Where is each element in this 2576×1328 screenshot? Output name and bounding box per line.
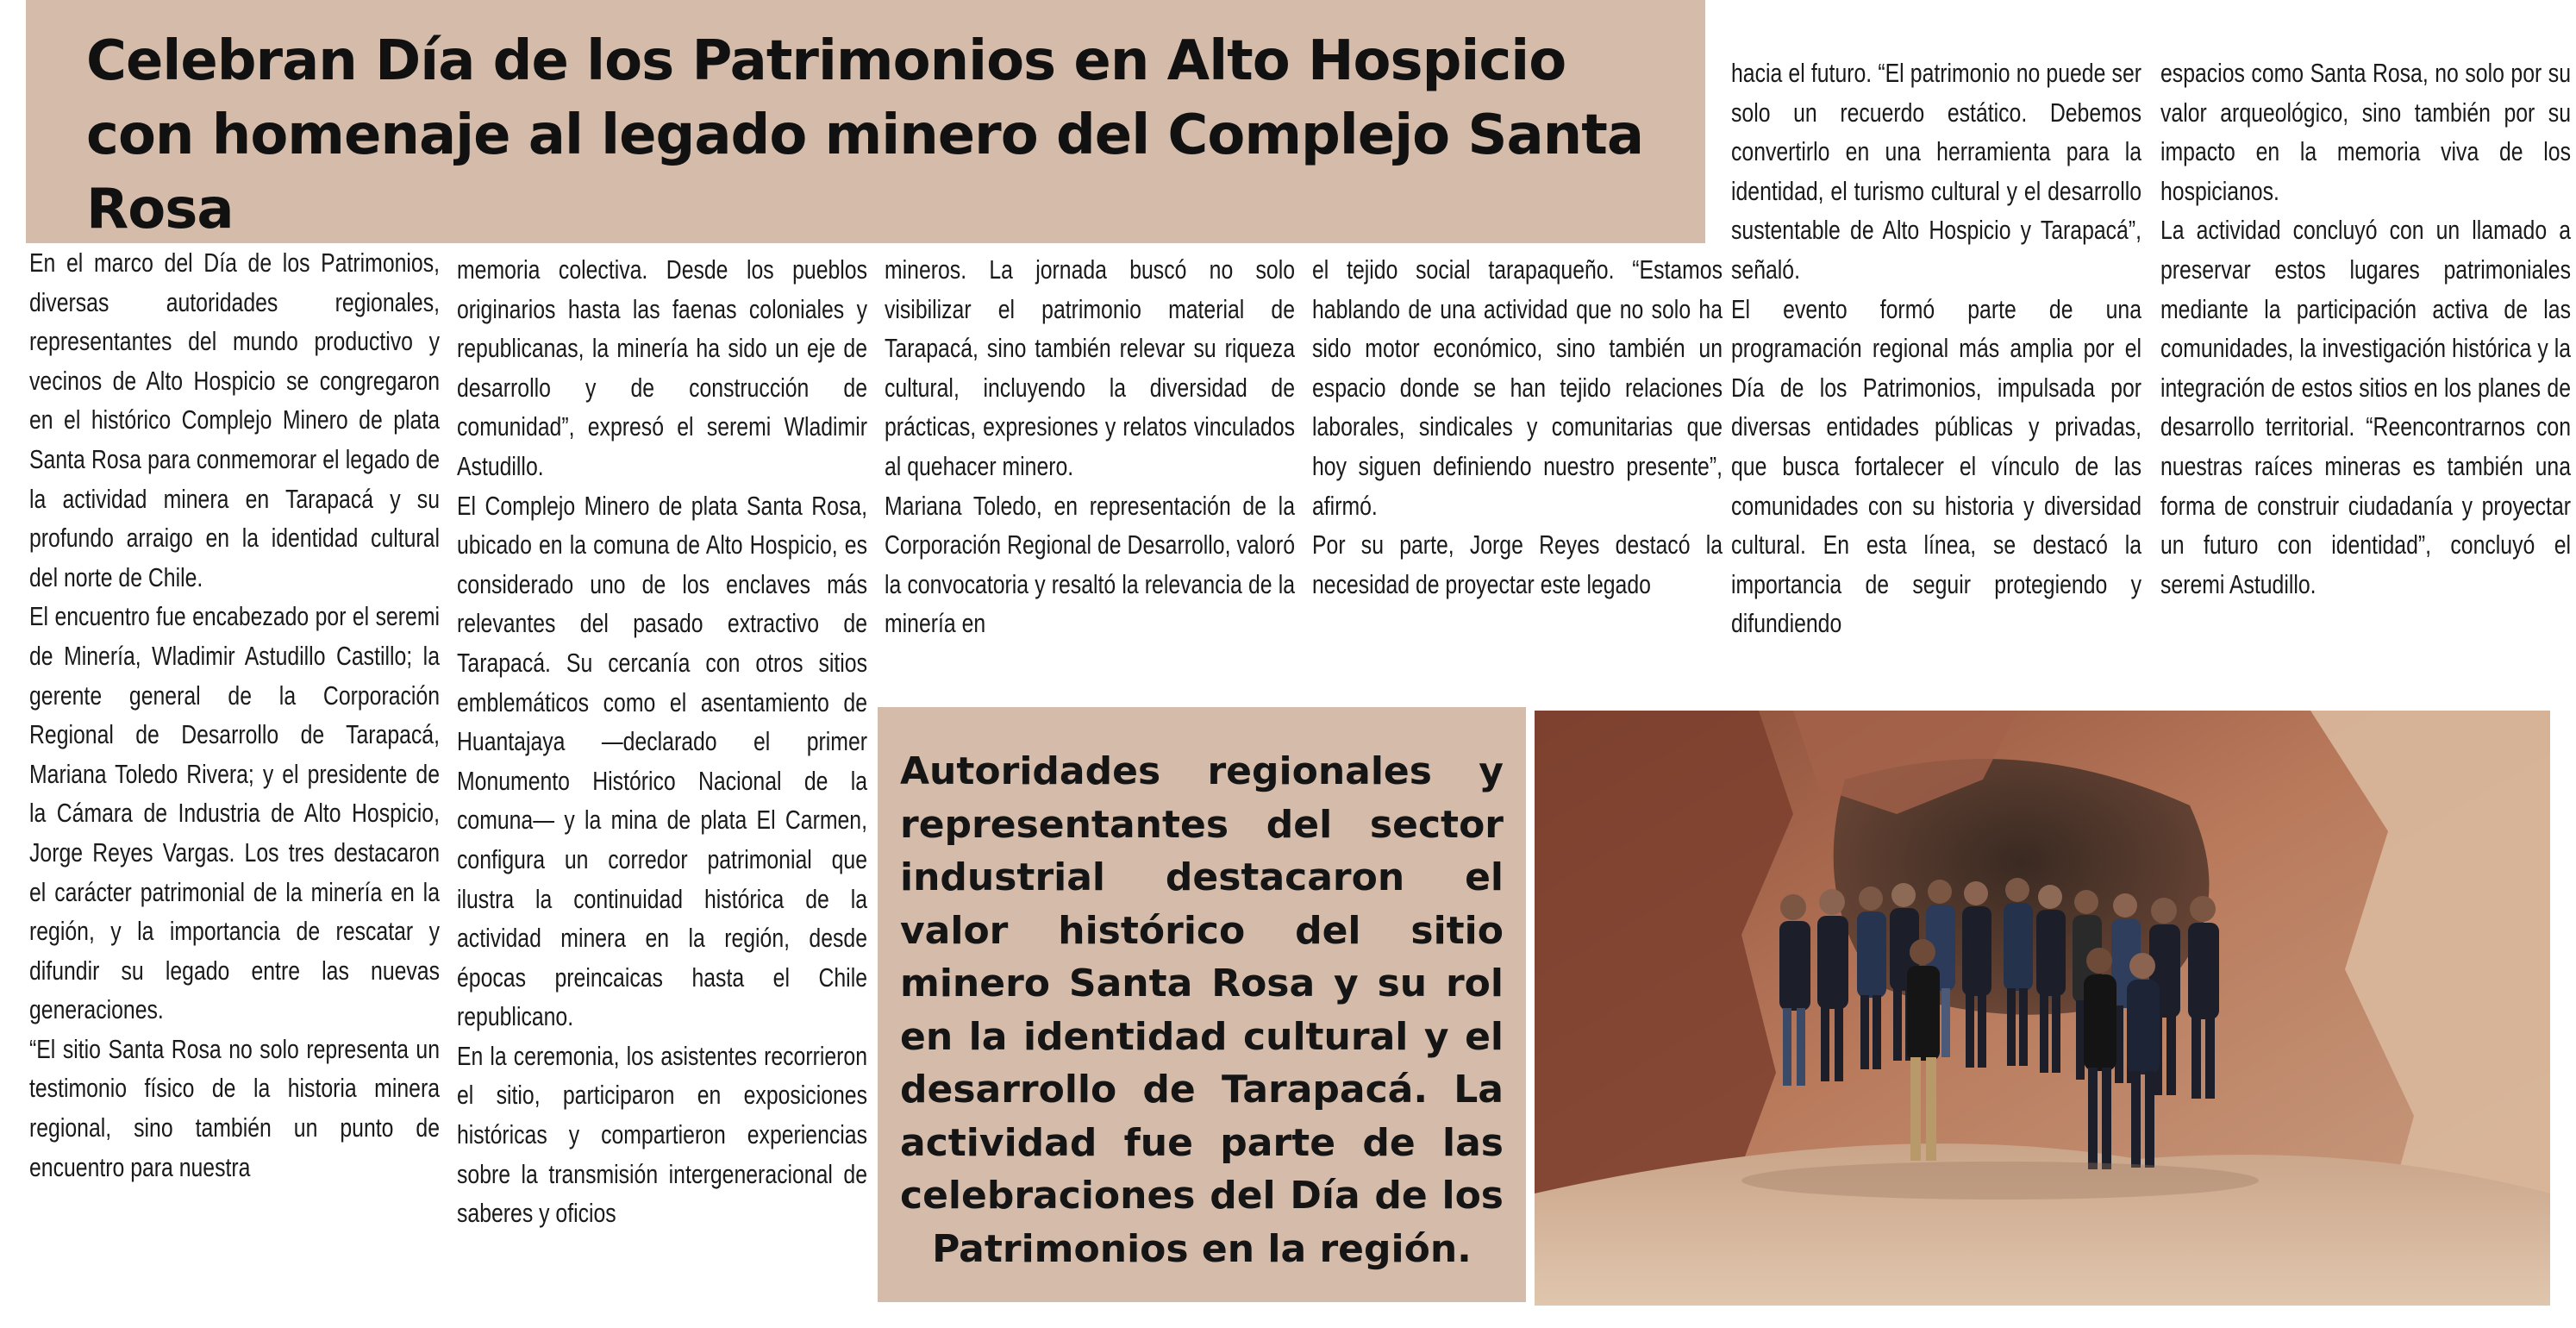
shadow: [1741, 1162, 2259, 1200]
article-column-5: [1731, 53, 2141, 643]
paragraph: El Complejo Minero de plata Santa Rosa, ubicado en la comuna de Alto Hospicio, es considerado uno de los enclaves más relevantes del pasado extractivo de Tarapacá. Su cercanía con otros sitios emblemáticos como el asentamiento de Huantajaya —declarado el primer Monumento Histórico Nacional de la comuna— y la mina de plata El Carmen, configura un corredor patrimonial que ilustra la continuidad histórica de la actividad minera en la región, desde épocas preincaicas hasta el Chile republicano.: [457, 490, 867, 1032]
paragraph: “El sitio Santa Rosa no solo representa un testimonio físico de la historia minera regional, sino también un punto de encuentro para nuestra: [29, 1033, 440, 1182]
headline-box: [26, 0, 1705, 243]
article-column-3: [885, 250, 1295, 643]
group-photo: [1535, 711, 2550, 1306]
paragraph: La actividad concluyó con un llamado a preservar estos lugares patrimoniales mediante la participación activa de las comunidades, la investigación histórica y la integración de estos sitios en los planes de desarrollo territorial. “Reencontrarnos con nuestras raíces mineras es también una forma de construir ciudadanía y proyectar un futuro con identidad”, concluyó el seremi Astudillo.: [2160, 215, 2571, 599]
article-column-4: [1312, 250, 1723, 604]
paragraph: Mariana Toledo, en representación de la Corporación Regional de Desarrollo, valoró la convocatoria y resaltó la relevancia de la minería en: [885, 490, 1295, 639]
paragraph: mineros. La jornada buscó no solo visibilizar el patrimonio material de Tarapacá, sino también relevar su riqueza cultural, incluyendo la diversidad de prácticas, expresiones y relatos vinculados al quehacer minero.: [885, 254, 1295, 481]
headline: Celebran Día de los Patrimonios en Alto Hospicio con homenaje al legado minero del Complejo Santa Rosa: [86, 29, 1643, 241]
highlight-box: [878, 707, 1526, 1302]
paragraph: hacia el futuro. “El patrimonio no puede ser solo un recuerdo estático. Debemos convertirlo en una herramienta para la identidad, el turismo cultural y el desarrollo sustentable de Alto Hospicio y Tarapacá”, señaló.: [1731, 58, 2141, 285]
paragraph: En la ceremonia, los asistentes recorrieron el sitio, participaron en exposiciones históricas y compartieron experiencias sobre la transmisión intergeneracional de saberes y oficios: [457, 1040, 867, 1229]
article-column-2: [457, 250, 867, 1233]
paragraph: El evento formó parte de una programación regional más amplia por el Día de los Patrimonios, impulsada por diversas entidades públicas y privadas, que busca fortalecer el vínculo de las comunidades con su historia y diversidad cultural. En esta línea, se destacó la importancia de seguir protegiendo y difundiendo: [1731, 293, 2141, 639]
paragraph: el tejido social tarapaqueño. “Estamos hablando de una actividad que no solo ha sido motor económico, sino también un espacio donde se han tejido relaciones laborales, sindicales y comunitarias que hoy siguen definiendo nuestro presente”, afirmó.: [1312, 254, 1723, 521]
paragraph: espacios como Santa Rosa, no solo por su valor arqueológico, sino también por su impacto en la memoria viva de los hospicianos.: [2160, 58, 2571, 206]
article-column-1: [29, 243, 440, 1187]
paragraph: memoria colectiva. Desde los pueblos originarios hasta las faenas coloniales y republicanas, la minería ha sido un eje de desarrollo y de construcción de comunidad”, expresó el seremi Wladimir Astudillo.: [457, 254, 867, 481]
paragraph: Por su parte, Jorge Reyes destacó la necesidad de proyectar este legado: [1312, 529, 1723, 599]
paragraph: El encuentro fue encabezado por el seremi de Minería, Wladimir Astudillo Castillo; la gerente general de la Corporación Regional de Desarrollo de Tarapacá, Mariana Toledo Rivera; y el presidente de la Cámara de Industria de Alto Hospicio, Jorge Reyes Vargas. Los tres destacaron el carácter patrimonial de la minería en la región, y la importancia de rescatar y difundir su legado entre las nuevas generaciones.: [29, 601, 440, 1025]
article-column-6: [2160, 53, 2571, 604]
highlight-text: Autoridades regionales y representantes del sector industrial destacaron el valor histórico del sitio minero Santa Rosa y su rol en la identidad cultural y el desarrollo de Tarapacá. La actividad fue parte de las celebraciones del Día de los Patrimonios en la región.: [900, 749, 1504, 1271]
paragraph: En el marco del Día de los Patrimonios, diversas autoridades regionales, representantes del mundo productivo y vecinos de Alto Hospicio se congregaron en el histórico Complejo Minero de plata Santa Rosa para conmemorar el legado de la actividad minera en Tarapacá y su profundo arraigo en la identidad cultural del norte de Chile.: [29, 247, 440, 592]
